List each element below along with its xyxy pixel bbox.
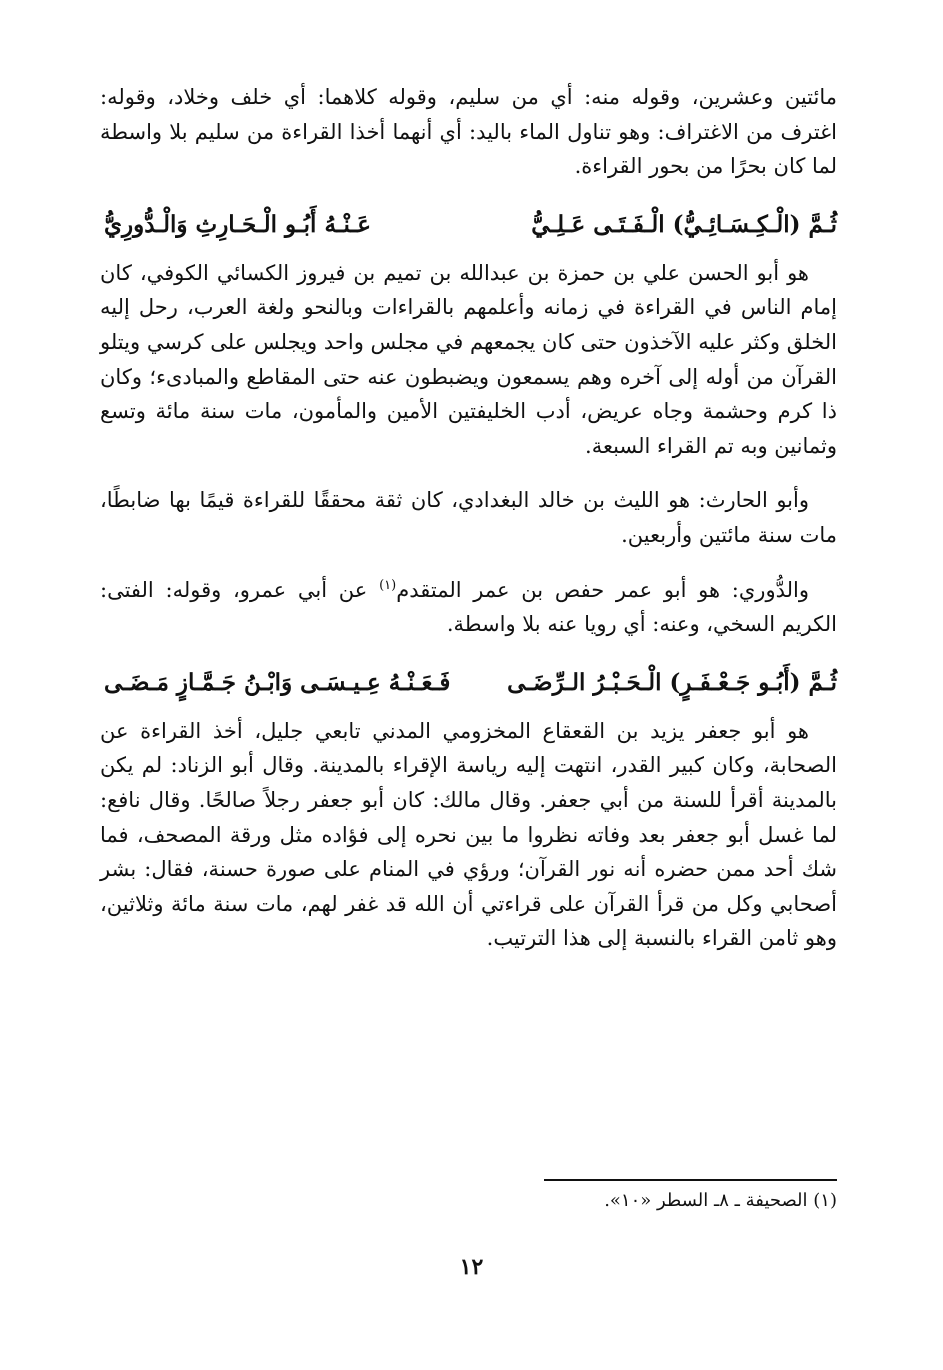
verse-line-2 (100, 660, 837, 706)
verse-2-second-hemistich: فَـعَـنْـهُ عِـيـسَـى وَابْـنُ جَـمَّـازٍ مَـضَـى (104, 668, 451, 696)
footnote-reference[interactable]: (١) (379, 577, 397, 593)
paragraph-1: مائتين وعشرين، وقوله منه: أي من سليم، وقوله كلاهما: أي خلف وخلاد، وقوله: اغترف من الاغتراف: وهو تناول الماء باليد: أي أنهما أخذا القراءة من سليم بلا واسطة لما كان بحرًا من بحور القراءة. (100, 85, 837, 179)
paragraph-4 (100, 573, 837, 642)
page-body (100, 80, 837, 956)
paragraph-2: هو أبو الحسن علي بن حمزة بن عبدالله بن تميم بن فيروز الكسائي الكوفي، كان إمام الناس في القراءة في زمانه وأعلمهم بالقراءات وبالنحو ولغة العرب، رحل إليه الخلق وكثر عليه الآخذون حتى كان يجمعهم في مجلس واحد ويجلس على كرسي ويتلو القرآن من أوله إلى آخره وهم يسمعون ويضبطون عنه حتى المقاطع والمبادىء؛ وكان ذا كرم وحشمة وجاه عريض، أدب الخليفتين الأمين والمأمون، مات سنة مائة وتسع وثمانين وبه تم القراء السبعة. (100, 260, 837, 458)
paragraph-4-part-2: عن أبي عمرو، وقوله: الفتى: الكريم السخي، وعنه: أي رويا عنه بلا واسطة. (100, 577, 837, 637)
page-number: ١٢ (459, 1254, 484, 1280)
verse-1-second-hemistich: عَـنْـهُ أَبُـو الْـحَـارِثِ وَالْـدُّورِيُّ (104, 210, 371, 238)
paragraph-5: هو أبو جعفر يزيد بن القعقاع المخزومي المدني تابعي جليل، أخذ القراءة عن الصحابة، وكان كبير القدر، انتهت إليه رياسة الإقراء بالمدينة. وقال أبو الزناد: لم يكن بالمدينة أقرأ للسنة من أبي جعفر. وقال مالك: كان أبو جعفر رجلاً صالحًا. وقال نافع: لما غسل أبو جعفر بعد وفاته نظروا ما بين نحره إلى فؤاده مثل ورقة المصحف، فما شك أحد ممن حضره أنه نور القرآن؛ ورؤي في المنام على صورة حسنة، فقال: بشر أصحابي وكل من قرأ القرآن على قراءتي أن الله قد غفر لهم، مات سنة مائة وثلاثين، وهو ثامن القراء بالنسبة إلى هذا الترتيب. (100, 718, 837, 951)
verse-1-first-hemistich: ثُـمَّ (الْـكِـسَـائِـيُّ) الْـفَـتَـى عَـلِـيُّ (531, 210, 837, 238)
verse-2-first-hemistich: ثُـمَّ (أَبُـو جَـعْـفَـرٍ) الْـحَـبْـرُ الـرِّضَـى (507, 668, 837, 696)
paragraph-4-part-1: والدُّوري: هو أبو عمر حفص بن عمر المتقدم (396, 577, 809, 602)
footnote-divider (544, 1179, 837, 1181)
paragraph-3: وأبو الحارث: هو الليث بن خالد البغدادي، كان ثقة محققًا للقراءة قيمًا بها ضابطًا، مات سنة مائتين وأربعين. (100, 488, 837, 547)
verse-line-1 (100, 202, 837, 248)
footnote-text: (١) الصحيفة ـ ٨ـ السطر «١٠». (604, 1190, 837, 1211)
